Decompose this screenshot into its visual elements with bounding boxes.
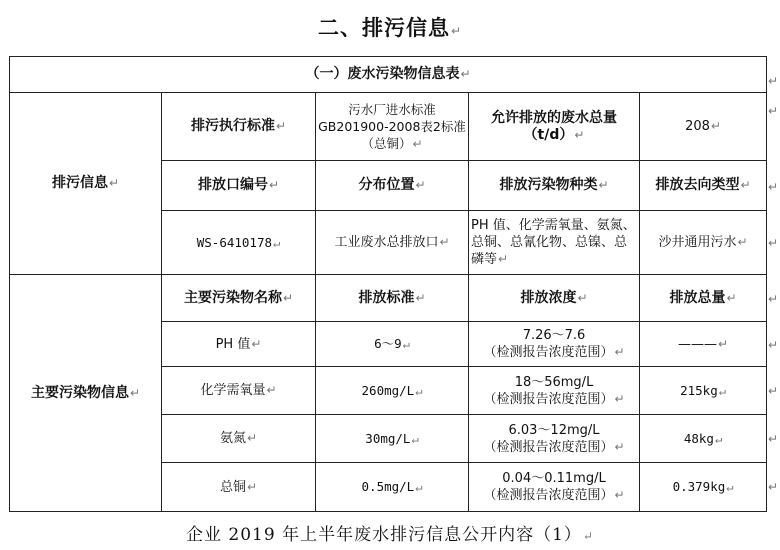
header-emission-total: 排放总量↵ bbox=[640, 275, 767, 322]
pollutant-standard: 30mg/L↵ bbox=[316, 415, 469, 463]
pollutant-concentration: 7.26～7.6 （检测报告浓度范围）↵ bbox=[469, 322, 640, 367]
pollutant-total: 48kg↵ bbox=[640, 415, 767, 463]
paragraph-mark-icon: ↵ bbox=[768, 432, 779, 446]
document-caption: 企业 2019 年上半年废水排污信息公开内容（1）↵ bbox=[186, 525, 594, 545]
header-destination-type: 排放去向类型↵ bbox=[640, 161, 767, 211]
section-label-main-pollutants: 主要污染物信息↵ bbox=[10, 275, 162, 512]
wastewater-pollutant-table bbox=[9, 56, 767, 512]
paragraph-mark-icon: ↵ bbox=[768, 480, 779, 494]
discharge-standard-value: 污水厂进水标准GB201900-2008表2标准（总铜）↵ bbox=[316, 93, 469, 161]
pollutant-total: ———↵ bbox=[640, 322, 767, 367]
location-value: 工业废水总排放口↵ bbox=[316, 211, 469, 275]
pollutant-concentration: 18～56mg/L （检测报告浓度范围）↵ bbox=[469, 367, 640, 415]
allowed-wastewater-label: 允许排放的废水总量（t/d）↵ bbox=[469, 93, 640, 161]
pollutant-name: PH 值↵ bbox=[162, 322, 316, 367]
pollutant-total: 0.379kg↵ bbox=[640, 463, 767, 512]
paragraph-mark-icon: ↵ bbox=[768, 74, 779, 88]
header-pollutant-name: 主要污染物名称↵ bbox=[162, 275, 316, 322]
table-title: （一）废水污染物信息表↵ bbox=[10, 57, 767, 93]
paragraph-mark-icon: ↵ bbox=[768, 104, 779, 118]
header-emission-concentration: 排放浓度↵ bbox=[469, 275, 640, 322]
pollutant-name: 氨氮↵ bbox=[162, 415, 316, 463]
header-location: 分布位置↵ bbox=[316, 161, 469, 211]
header-outlet-id: 排放口编号↵ bbox=[162, 161, 316, 211]
pollutant-concentration: 0.04～0.11mg/L （检测报告浓度范围）↵ bbox=[469, 463, 640, 512]
pollutant-standard: 0.5mg/L↵ bbox=[316, 463, 469, 512]
header-pollutant-types: 排放污染物种类↵ bbox=[469, 161, 640, 211]
paragraph-mark-icon: ↵ bbox=[768, 384, 779, 398]
pollutant-total: 215kg↵ bbox=[640, 367, 767, 415]
destination-type-value: 沙井通用污水↵ bbox=[640, 211, 767, 275]
pollutant-types-value: PH 值、化学需氧量、氨氮、总铜、总氰化物、总镍、总磷等↵ bbox=[469, 211, 640, 275]
pollutant-name: 化学需氧量↵ bbox=[162, 367, 316, 415]
pollutant-standard: 260mg/L↵ bbox=[316, 367, 469, 415]
allowed-wastewater-value: 208↵ bbox=[640, 93, 767, 161]
paragraph-mark-icon: ↵ bbox=[768, 180, 779, 194]
outlet-id-value: WS-6410178↵ bbox=[162, 211, 316, 275]
discharge-standard-label: 排污执行标准↵ bbox=[162, 93, 316, 161]
section-label-discharge-info: 排污信息↵ bbox=[10, 93, 162, 275]
pollutant-standard: 6～9↵ bbox=[316, 322, 469, 367]
paragraph-mark-icon: ↵ bbox=[768, 292, 779, 306]
paragraph-mark-icon: ↵ bbox=[768, 236, 779, 250]
pollutant-concentration: 6.03～12mg/L （检测报告浓度范围）↵ bbox=[469, 415, 640, 463]
pollutant-name: 总铜↵ bbox=[162, 463, 316, 512]
page-heading bbox=[0, 12, 780, 42]
paragraph-mark-icon: ↵ bbox=[768, 338, 779, 352]
paragraph-mark-icon: ↵ bbox=[450, 24, 463, 38]
header-emission-standard: 排放标准↵ bbox=[316, 275, 469, 322]
heading-text: 二、排污信息 bbox=[317, 16, 450, 40]
